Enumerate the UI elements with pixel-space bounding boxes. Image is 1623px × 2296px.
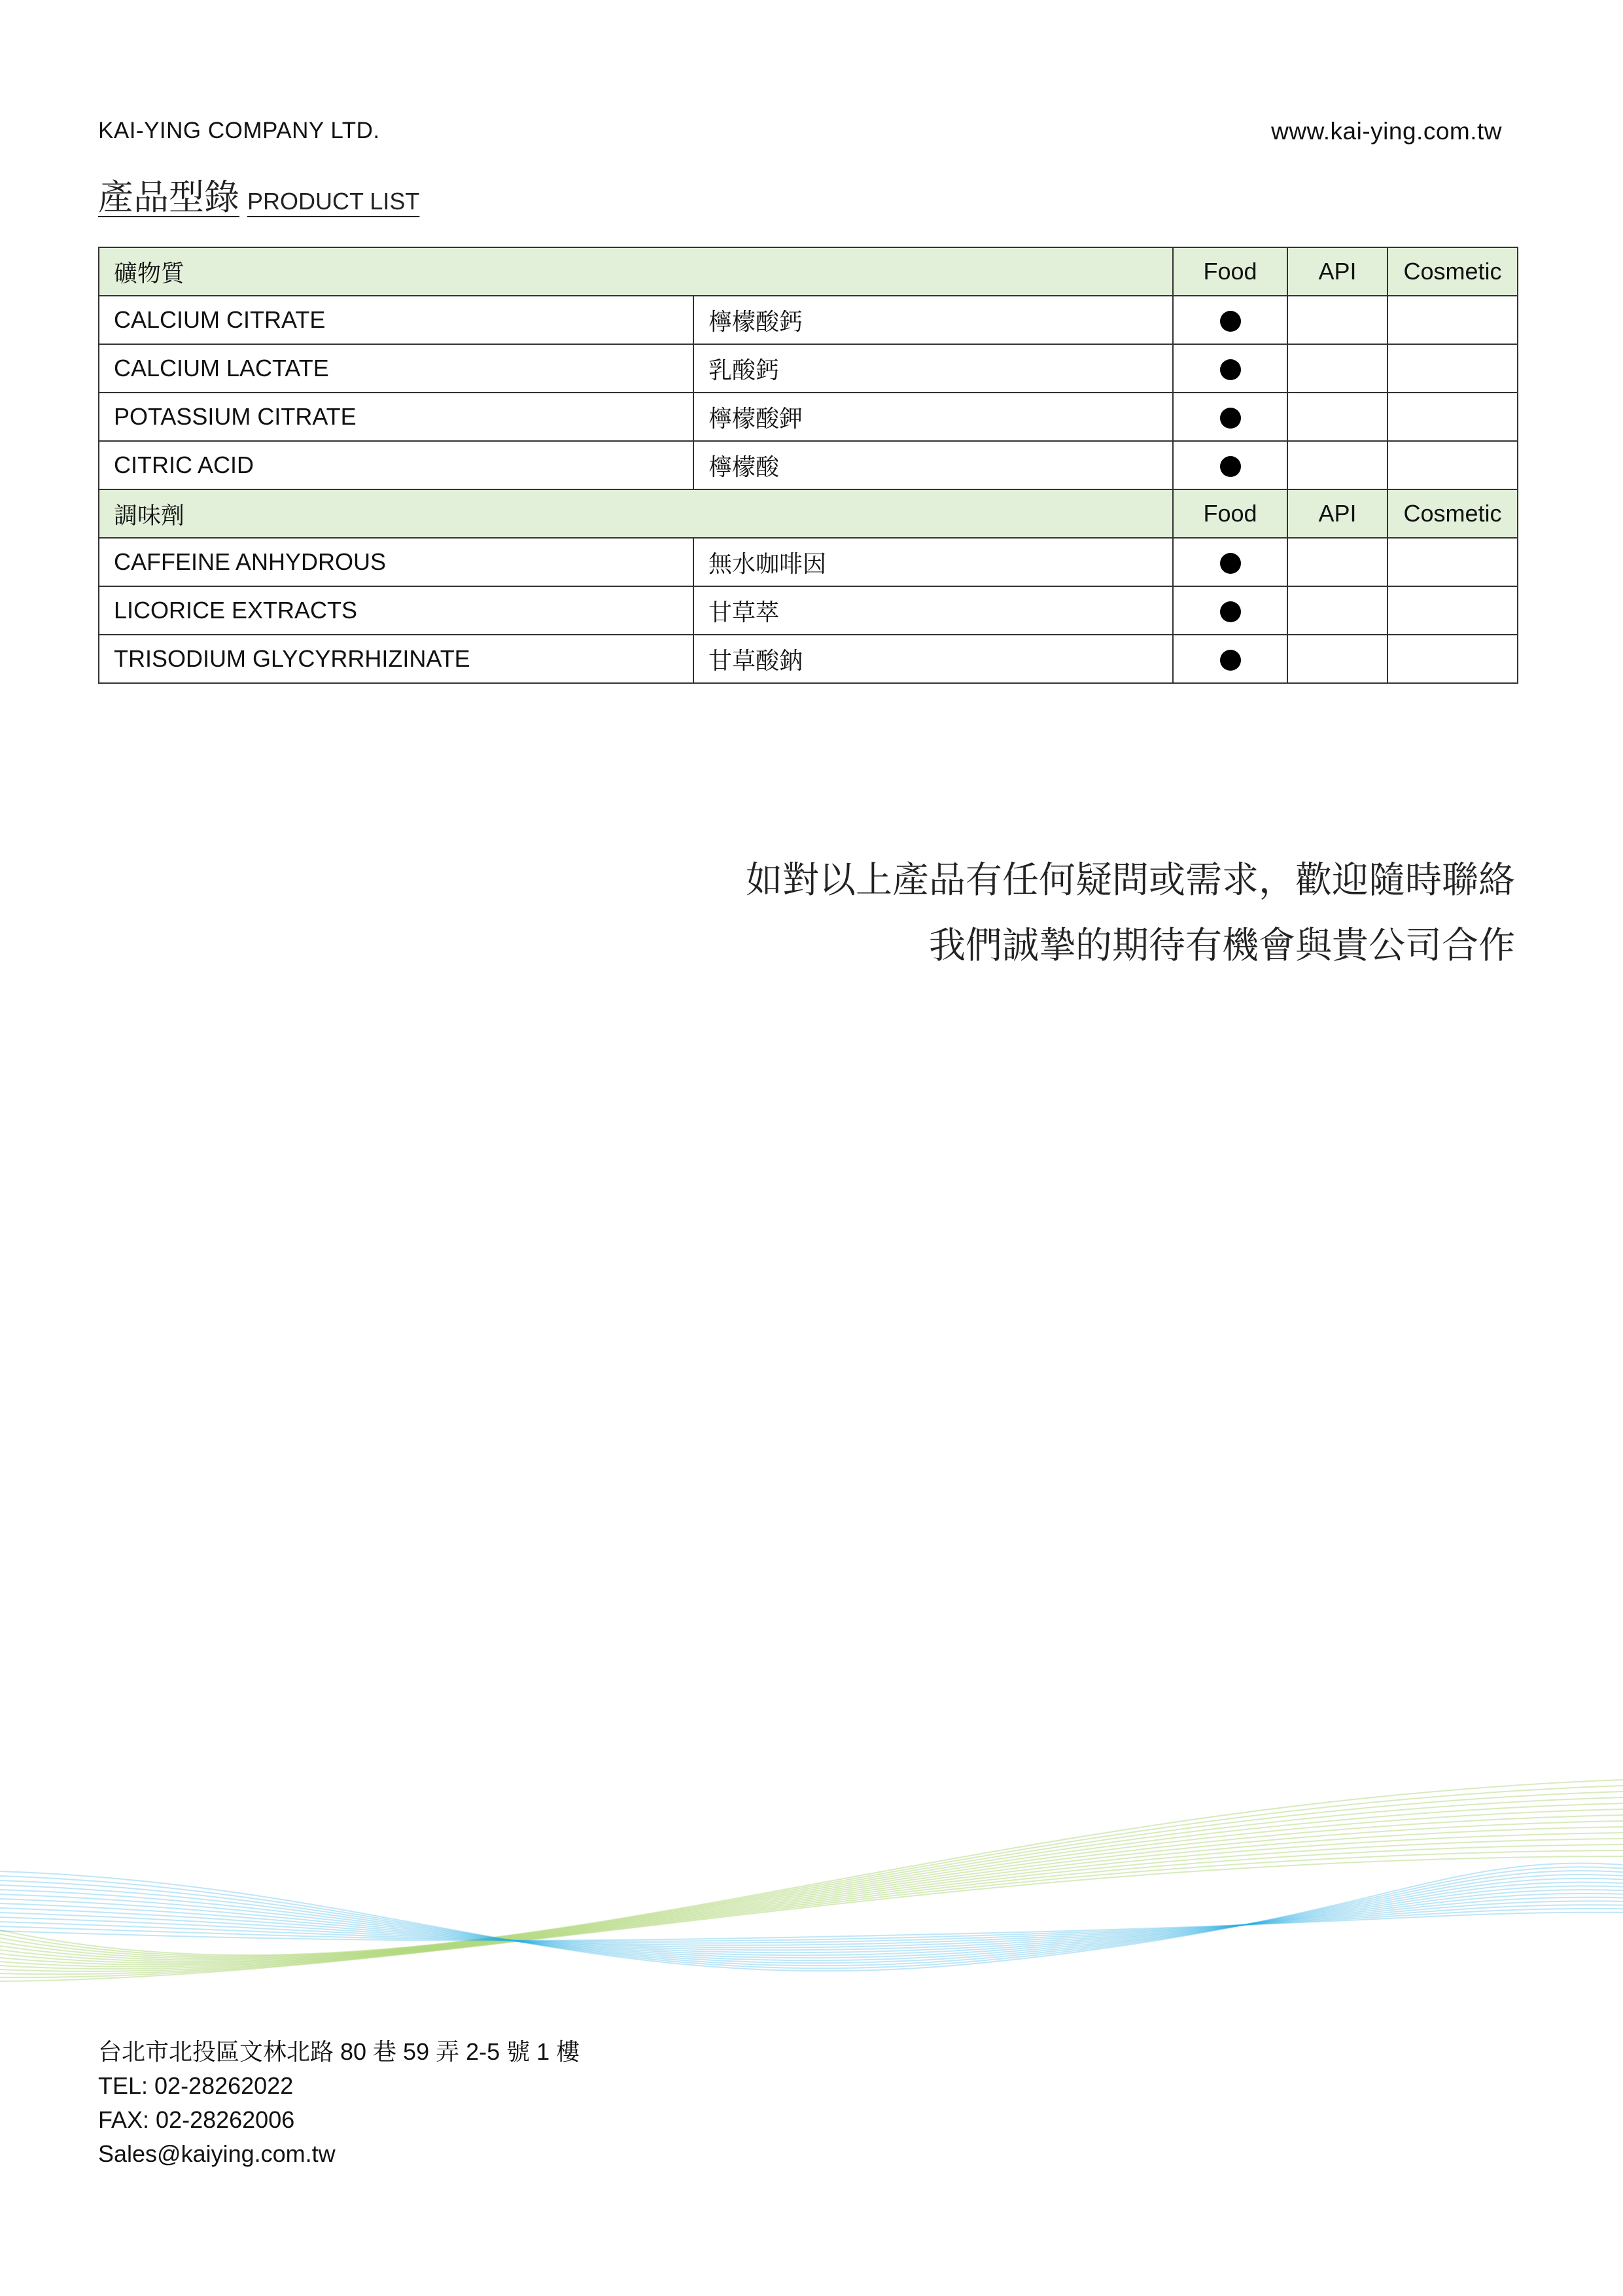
mark-food [1173, 441, 1287, 489]
product-name-en: POTASSIUM CITRATE [99, 393, 693, 441]
mark-api [1287, 344, 1387, 393]
product-table [98, 247, 1518, 684]
product-name-zh: 甘草萃 [693, 586, 1173, 635]
decorative-wave [0, 1767, 1623, 2028]
mark-cosmetic [1387, 441, 1518, 489]
table-row [99, 393, 1518, 441]
product-name-en: TRISODIUM GLYCYRRHIZINATE [99, 635, 693, 683]
table-row [99, 296, 1518, 344]
website-url[interactable]: www.kai-ying.com.tw [1271, 118, 1502, 145]
product-name-en: LICORICE EXTRACTS [99, 586, 693, 635]
table-row [99, 635, 1518, 683]
product-name-en: CITRIC ACID [99, 441, 693, 489]
message-line-2: 我們誠摯的期待有機會與貴公司合作 [929, 925, 1515, 966]
product-name-zh: 檸檬酸 [693, 441, 1173, 489]
col-header-cosmetic: Cosmetic [1387, 247, 1518, 296]
product-name-en: CALCIUM LACTATE [99, 344, 693, 393]
mark-food [1173, 586, 1287, 635]
mark-food [1173, 635, 1287, 683]
product-name-en: CALCIUM CITRATE [99, 296, 693, 344]
footer-address: 台北市北投區文林北路 80 巷 59 弄 2-5 號 1 樓 [98, 2038, 580, 2065]
mark-api [1287, 296, 1387, 344]
product-name-zh: 檸檬酸鈣 [693, 296, 1173, 344]
table-row [99, 344, 1518, 393]
bullet-icon [1220, 456, 1241, 477]
mark-food [1173, 296, 1287, 344]
bullet-icon [1220, 553, 1241, 574]
bullet-icon [1220, 408, 1241, 429]
bullet-icon [1220, 359, 1241, 380]
category-row [99, 489, 1518, 538]
mark-api [1287, 393, 1387, 441]
product-name-zh: 檸檬酸鉀 [693, 393, 1173, 441]
message-line-1: 如對以上產品有任何疑問或需求，歡迎隨時聯絡 [746, 859, 1515, 900]
contact-message [746, 847, 1515, 978]
bullet-icon [1220, 311, 1241, 332]
mark-food [1173, 538, 1287, 586]
col-header-api: API [1287, 247, 1387, 296]
company-name: KAI-YING COMPANY LTD. [98, 118, 380, 143]
table-row [99, 586, 1518, 635]
product-name-zh: 甘草酸鈉 [693, 635, 1173, 683]
product-name-zh: 乳酸鈣 [693, 344, 1173, 393]
mark-api [1287, 538, 1387, 586]
col-header-api: API [1287, 489, 1387, 538]
mark-api [1287, 441, 1387, 489]
col-header-food: Food [1173, 489, 1287, 538]
col-header-food: Food [1173, 247, 1287, 296]
mark-cosmetic [1387, 296, 1518, 344]
category-label: 調味劑 [99, 489, 1173, 538]
footer-tel: TEL: 02-28262022 [98, 2072, 294, 2099]
mark-food [1173, 393, 1287, 441]
mark-food [1173, 344, 1287, 393]
category-row [99, 247, 1518, 296]
col-header-cosmetic: Cosmetic [1387, 489, 1518, 538]
page-title [98, 177, 419, 222]
footer-fax: FAX: 02-28262006 [98, 2106, 295, 2133]
mark-cosmetic [1387, 344, 1518, 393]
mark-cosmetic [1387, 586, 1518, 635]
table-row [99, 538, 1518, 586]
category-label: 礦物質 [99, 247, 1173, 296]
page-title-zh: 產品型錄 [98, 178, 239, 217]
bullet-icon [1220, 650, 1241, 671]
mark-cosmetic [1387, 393, 1518, 441]
mark-api [1287, 635, 1387, 683]
mark-api [1287, 586, 1387, 635]
bullet-icon [1220, 601, 1241, 622]
mark-cosmetic [1387, 538, 1518, 586]
footer-contact [98, 2035, 580, 2171]
product-name-en: CAFFEINE ANHYDROUS [99, 538, 693, 586]
mark-cosmetic [1387, 635, 1518, 683]
page-title-en: PRODUCT LIST [247, 188, 420, 215]
product-name-zh: 無水咖啡因 [693, 538, 1173, 586]
table-row [99, 441, 1518, 489]
footer-email[interactable]: Sales@kaiying.com.tw [98, 2140, 336, 2167]
